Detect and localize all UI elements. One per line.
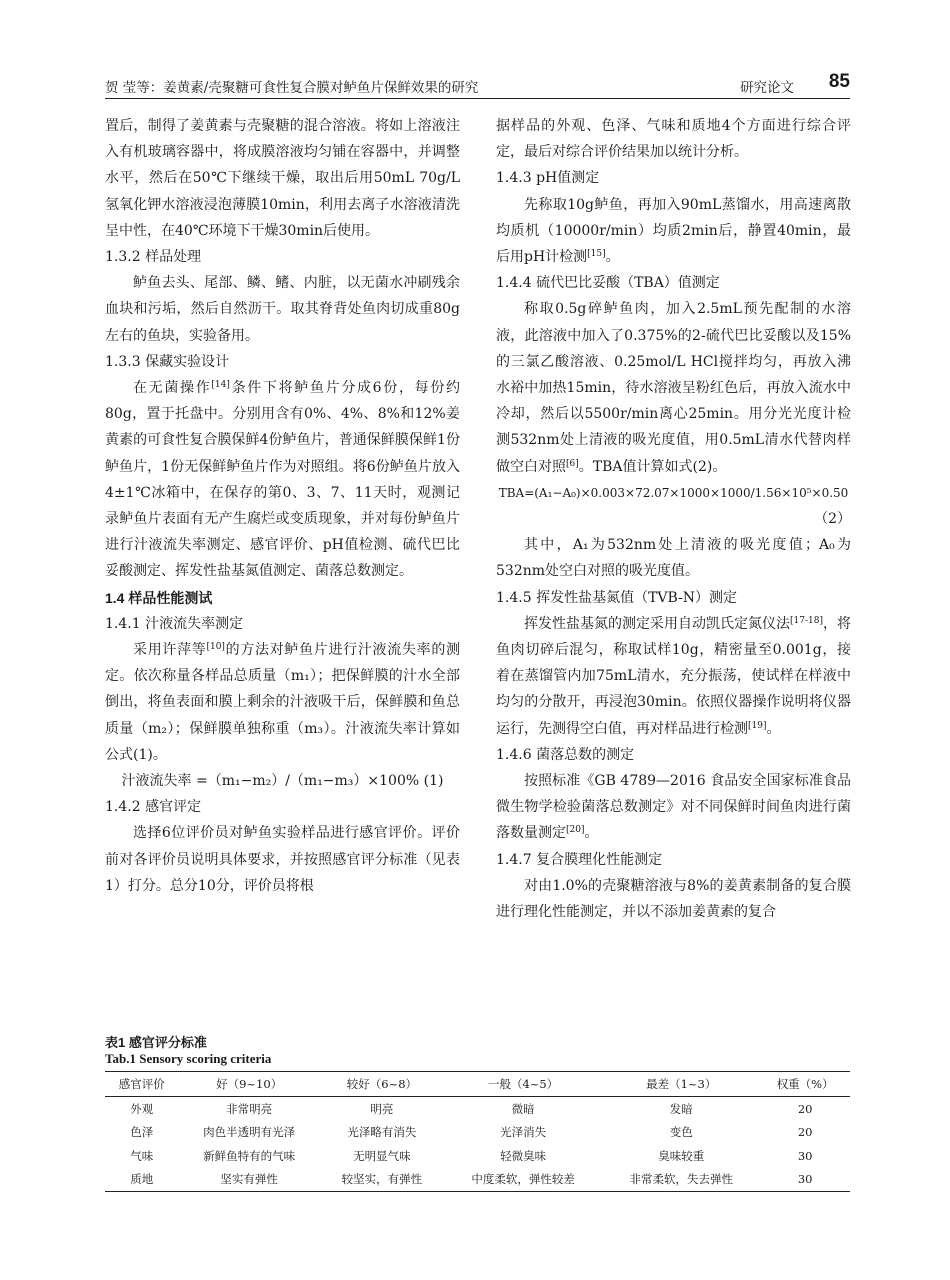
- paragraph: [105, 637, 460, 768]
- text-run: 。: [766, 720, 781, 737]
- table-cell: 光泽略有消失: [347, 1125, 417, 1140]
- table-cell: 光泽消失: [500, 1125, 547, 1140]
- running-header: [105, 70, 850, 100]
- formula: 汁液流失率 =（m₁−m₂）/（m₁−m₃）×100% (1): [121, 773, 444, 790]
- section-heading: 1.4.2 感官评定: [105, 799, 202, 816]
- table-cell: 非常柔软，失去弹性: [602, 1168, 760, 1192]
- text-run: 。: [605, 249, 620, 266]
- text-run: 称取0.5g碎鲈鱼肉，加入2.5mL预先配制的水溶液，此溶液中加入了0.375%的2-硫代巴比妥酸以及15%的三氯乙酸溶液、0.25mol/L HCl搅拌均匀，再放入沸水裕中加热15min，待水溶液呈粉红色后，再放入流水中冷却，然后以5500r/min离心25min。用分光光度计检测532nm处上清液的吸光度值，用0.5mL清水代替肉样做空白对照: [496, 301, 851, 475]
- table-title-cn: 表1 感官评分标准: [105, 1035, 207, 1050]
- table-row: [105, 1097, 850, 1121]
- text-run: ，将鱼肉切碎后混匀，称取试样10g，精密量至0.001g，接着在蒸馏管内加75mL清水，充分振荡，使试样在样液中均匀的分散开，再浸泡30min。依照仪器操作说明将仪器运行，先测得空白值，再对样品进行检测: [496, 615, 852, 737]
- table-cell: 无明显气味: [353, 1148, 411, 1163]
- citation[interactable]: [15]: [587, 249, 606, 260]
- table-cell: 轻微臭味: [500, 1148, 547, 1163]
- section-heading: 1.4.5 挥发性盐基氮值（TVB-N）测定: [496, 589, 738, 606]
- column-header: 感官评价: [105, 1072, 179, 1097]
- text-run: 。TBA值计算如式(2)。: [578, 458, 727, 475]
- table-title-en: Tab.1 Sensory scoring criteria: [105, 1051, 272, 1066]
- paragraph: [496, 611, 851, 742]
- section-heading: 1.4.3 pH值测定: [496, 170, 600, 187]
- table-row: [105, 1168, 850, 1192]
- table-cell: 肉色半透明有光泽: [203, 1125, 296, 1140]
- paragraph: 据样品的外观、色泽、气味和质地4个方面进行综合评定，最后对综合评价结果加以统计分析。: [496, 118, 851, 161]
- paragraph: 鲈鱼去头、尾部、鳞、鳍、内脏，以无菌水冲刷残余血块和污垢，然后自然沥干。取其脊背处鱼肉切成重80g左右的鱼块，实验备用。: [105, 275, 460, 344]
- table-cell: 新鲜鱼特有的气味: [203, 1148, 296, 1163]
- right-column: [496, 113, 851, 925]
- table-header-row: [105, 1072, 850, 1097]
- text-run: 。: [584, 825, 599, 842]
- text-run: 挥发性盐基氮的测定采用自动凯氏定氮仪法: [524, 615, 791, 632]
- citation[interactable]: [6]: [566, 458, 579, 469]
- citation[interactable]: [10]: [206, 642, 225, 653]
- column-header: 权重（%）: [760, 1072, 850, 1097]
- page-number: 85: [828, 71, 850, 92]
- text-run: 条件下将鲈鱼片分成6份，每份约80g，置于托盘中。分别用含有0%、4%、8%和12%姜黄素的可食性复合膜保鲜4份鲈鱼片，普通保鲜膜保鲜1份鲈鱼片，1份无保鲜鲈鱼片作为对照组。将6份鲈鱼片放入4±1℃冰箱中，在保存的第0、3、7、11天时，观测记录鲈鱼片表面有无产生腐烂或变质现象，并对每份鲈鱼片进行汁液流失率测定、感官评价、pH值检测、硫代巴比妥酸测定、挥发性盐基氮值测定、菌落总数测定。: [105, 380, 460, 580]
- column-header: 一般（4~5）: [444, 1072, 602, 1097]
- equation-number: （2）: [814, 511, 851, 528]
- table-cell: 微暗: [511, 1101, 535, 1116]
- section-label: 研究论文: [740, 80, 794, 96]
- citation[interactable]: [20]: [566, 825, 585, 836]
- table-cell: 色泽: [130, 1125, 154, 1140]
- left-column: [105, 113, 460, 899]
- table-cell: 发暗: [669, 1101, 693, 1116]
- section-heading: 1.4 样品性能测试: [105, 589, 213, 606]
- table-cell: 坚实有弹性: [179, 1168, 320, 1192]
- table-cell: 变色: [669, 1125, 693, 1140]
- table-cell: 非常明亮: [226, 1101, 273, 1116]
- table-caption: [105, 1035, 271, 1067]
- table-cell: 明亮: [370, 1101, 394, 1116]
- text-run: 采用许萍等: [133, 642, 207, 659]
- table-cell: 20: [797, 1101, 813, 1116]
- section-heading: 1.4.1 汁液流失率测定: [105, 615, 244, 632]
- column-header: 好（9~10）: [179, 1072, 320, 1097]
- paragraph: [105, 375, 460, 585]
- table-cell: 30: [797, 1148, 813, 1163]
- section-heading: 1.4.7 复合膜理化性能测定: [496, 851, 663, 868]
- column-header: 最差（1~3）: [602, 1072, 760, 1097]
- text-run: 先称取10g鲈鱼，再加入90mL蒸馏水，用高速离散均质机（10000r/min）均质2min后，静置40min，最后用pH计检测: [496, 196, 851, 266]
- paragraph: 选择6位评价员对鲈鱼实验样品进行感官评价。评价前对各评价员说明具体要求，并按照感官评分标准（见表1）打分。总分10分，评价员将根: [105, 825, 460, 894]
- sensory-table: [105, 1071, 850, 1192]
- paragraph: 其中，A₁为532nm处上清液的吸光度值；A₀为532nm处空白对照的吸光度值。: [496, 537, 851, 580]
- table-row: [105, 1144, 850, 1168]
- formula: TBA=(A₁−A₀)×0.003×72.07×1000×1000/1.56×10⁵×0.50: [498, 485, 849, 500]
- table-cell: 较坚实，有弹性: [320, 1168, 444, 1192]
- text-run: 按照标准《GB 4789—2016 食品安全国家标准食品微生物学检验菌落总数测定》对不同保鲜时间鱼肉进行菌落数量测定: [496, 773, 851, 842]
- table-cell: 气味: [130, 1148, 154, 1163]
- table-cell: 20: [797, 1125, 813, 1140]
- paragraph: [496, 296, 851, 479]
- citation[interactable]: [17-18]: [790, 615, 823, 626]
- paragraph: [496, 192, 851, 271]
- section-heading: 1.4.6 菌落总数的测定: [496, 746, 635, 763]
- table-cell: 中度柔软，弹性较差: [444, 1168, 602, 1192]
- table-row: [105, 1121, 850, 1145]
- section-heading: 1.3.2 样品处理: [105, 249, 202, 266]
- table-cell: 质地: [105, 1168, 179, 1192]
- text-run: 在无菌操作: [133, 380, 212, 397]
- running-title: 贺 莹等：姜黄素/壳聚糖可食性复合膜对鲈鱼片保鲜效果的研究: [105, 80, 479, 96]
- citation[interactable]: [14]: [211, 380, 230, 391]
- citation[interactable]: [19]: [748, 720, 767, 731]
- column-header: 较好（6~8）: [320, 1072, 444, 1097]
- paragraph: 置后，制得了姜黄素与壳聚糖的混合溶液。将如上溶液注入有机玻璃容器中，将成膜溶液均匀铺在容器中，并调整水平，然后在50℃下继续干燥，取出后用50mL 70g/L氢氧化钾水溶液浸泡薄膜10min，利用去离子水溶液清洗呈中性，在40℃环境下干燥30min后使用。: [105, 118, 460, 239]
- header-rule: [105, 98, 850, 99]
- table-cell: 外观: [130, 1101, 154, 1116]
- table-cell: 臭味较重: [658, 1148, 705, 1163]
- paragraph: [496, 768, 851, 847]
- section-heading: 1.3.3 保藏实验设计: [105, 353, 230, 370]
- section-heading: 1.4.4 硫代巴比妥酸（TBA）值测定: [496, 275, 720, 292]
- text-run: 的方法对鲈鱼片进行汁液流失率的测定。依次称量各样品总质量（m₁）；把保鲜膜的汁水全部倒出，将鱼表面和膜上剩余的汁液吸干后，保鲜膜和鱼总质量（m₂）；保鲜膜单独称重（m₃）。汁液流失率计算如公式(1)。: [105, 642, 461, 763]
- paragraph: 对由1.0%的壳聚糖溶液与8%的姜黄素制备的复合膜进行理化性能测定，并以不添加姜黄素的复合: [496, 877, 851, 921]
- table-cell: 30: [760, 1168, 850, 1192]
